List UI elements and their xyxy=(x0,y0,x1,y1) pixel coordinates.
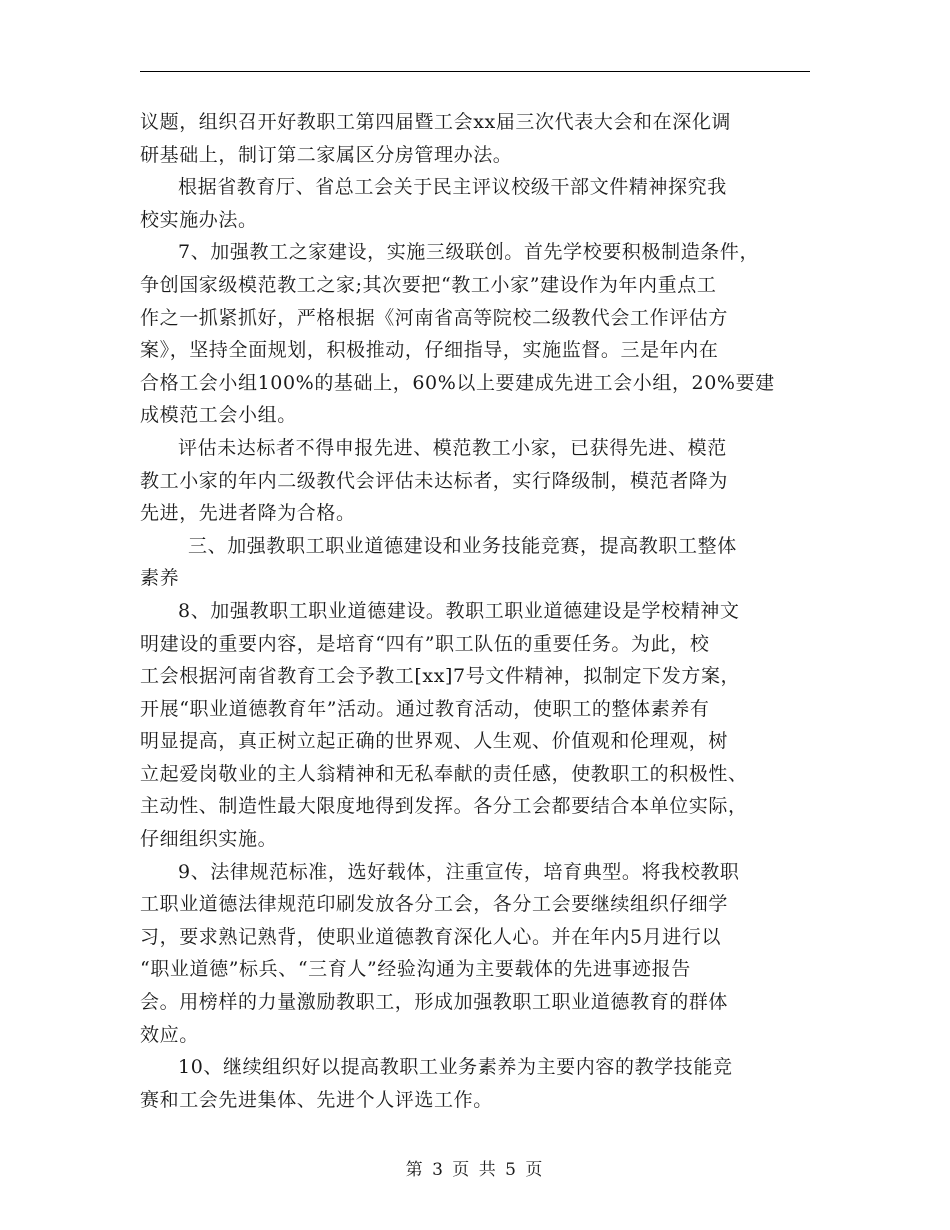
text-line: 主动性、制造性最大限度地得到发挥。各分工会都要结合本单位实际， xyxy=(140,795,748,818)
text-line: 效应。 xyxy=(140,1023,199,1046)
text-line: 工职业道德法律规范印刷发放各分工会，各分工会要继续组织仔细学 xyxy=(140,893,729,916)
text-line: 作之一抓紧抓好，严格根据《河南省高等院校二级教代会工作评估方 xyxy=(140,306,729,329)
paragraph xyxy=(140,106,810,171)
text-line: 三、加强教职工职业道德建设和业务技能竞赛，提高教职工整体 xyxy=(188,534,737,557)
text-line: 议题，组织召开好教职工第四届暨工会xx届三次代表大会和在深化调 xyxy=(140,111,732,133)
paragraph xyxy=(140,1051,810,1116)
paragraph xyxy=(140,856,810,1052)
text-line: 立起爱岗敬业的主人翁精神和无私奉献的责任感，使教职工的积极性、 xyxy=(140,762,748,785)
document-body xyxy=(140,106,810,1116)
text-line: 根据省教育厅、省总工会关于民主评议校级干部文件精神探究我 xyxy=(178,176,727,199)
text-line: 明显提高，真正树立起正确的世界观、人生观、价值观和伦理观，树 xyxy=(140,730,729,753)
header-rule xyxy=(140,71,810,72)
text-line: 仔细组织实施。 xyxy=(140,828,278,851)
text-line: 教工小家的年内二级教代会评估未达标者，实行降级制，模范者降为 xyxy=(140,469,729,492)
paragraph xyxy=(140,432,810,530)
text-line: 先进，先进者降为合格。 xyxy=(140,502,356,525)
text-line: 校实施办法。 xyxy=(140,208,258,231)
text-line: 10、继续组织好以提高教职工业务素养为主要内容的教学技能竞 xyxy=(178,1056,733,1079)
text-line: 习，要求熟记熟背，使职业道德教育深化人心。并在年内5月进行以 xyxy=(140,925,722,948)
text-line: 工会根据河南省教育工会予教工[xx]7号文件精神，拟制定下发方案， xyxy=(140,665,741,688)
text-line: “职业道德”标兵、“三育人”经验沟通为主要载体的先进事迹报告 xyxy=(140,958,691,981)
text-line: 8、加强教职工职业道德建设。教职工职业道德建设是学校精神文 xyxy=(178,599,740,622)
text-line: 9、法律规范标准，选好载体，注重宣传，培育典型。将我校教职 xyxy=(178,860,740,883)
paragraph xyxy=(140,171,810,236)
paragraph xyxy=(140,236,810,432)
text-line: 素养 xyxy=(140,567,180,590)
paragraph xyxy=(140,595,810,856)
text-line: 成模范工会小组。 xyxy=(140,404,297,427)
text-line: 开展“职业道德教育年”活动。通过教育活动，使职工的整体素养有 xyxy=(140,697,710,720)
text-line: 争创国家级模范教工之家;其次要把“教工小家”建设作为年内重点工 xyxy=(140,273,717,296)
text-line: 评估未达标者不得申报先进、模范教工小家，已获得先进、模范 xyxy=(178,436,727,459)
text-line: 合格工会小组100%的基础上，60%以上要建成先进工会小组，20%要建 xyxy=(140,371,775,394)
text-line: 案》，坚持全面规划，积极推动，仔细指导，实施监督。三是年内在 xyxy=(140,339,719,362)
text-line: 赛和工会先进集体、先进个人评选工作。 xyxy=(140,1088,493,1111)
section-heading xyxy=(140,530,810,595)
text-line: 明建设的重要内容，是培育“四有”职工队伍的重要任务。为此，校 xyxy=(140,632,710,655)
text-line: 研基础上，制订第二家属区分房管理办法。 xyxy=(140,143,513,166)
text-line: 会。用榜样的力量激励教职工，形成加强教职工职业道德教育的群体 xyxy=(140,991,729,1014)
page-number-footer: 第 3 页 共 5 页 xyxy=(405,1160,545,1180)
text-line: 7、加强教工之家建设，实施三级联创。首先学校要积极制造条件， xyxy=(178,241,760,264)
